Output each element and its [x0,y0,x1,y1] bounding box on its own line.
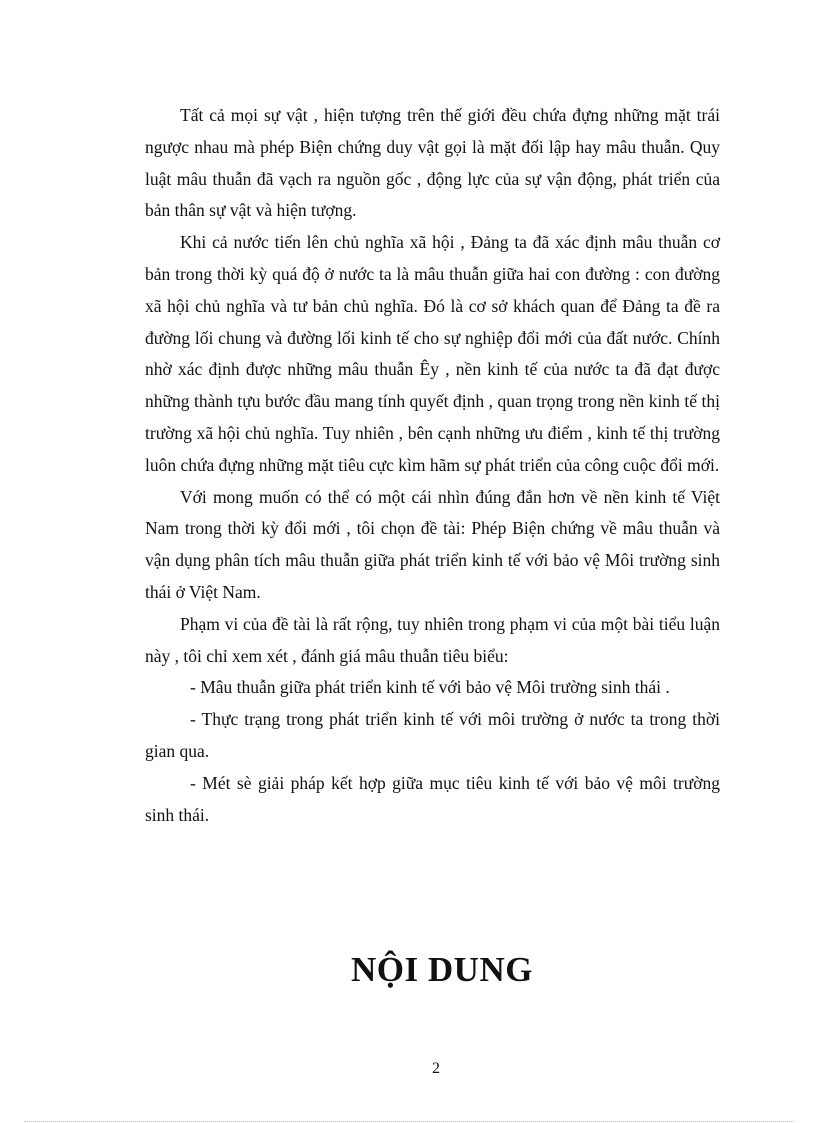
bullet-item-solutions: - Mét sè giải pháp kết hợp giữa mục tiêu kinh tế với bảo vệ môi trường sinh thái. [145,772,720,825]
paragraph-intro: Tất cả mọi sự vật , hiện tượng trên thế giới đều chứa đựng những mặt trái ngược nhau mà phép Biện chứng duy vật gọi là mặt đối lập hay mâu thuẫn. Quy luật mâu thuẫn đã vạch ra nguồn gốc , động lực của sự vận động, phát triển của bản thân sự vật và hiện tượng. [145,105,720,221]
page-number: 2 [432,1060,440,1077]
document-body [145,100,720,831]
paragraph-context: Khi cả nước tiến lên chủ nghĩa xã hội , Đảng ta đã xác định mâu thuẫn cơ bản trong thời kỳ quá độ ở nước ta là mâu thuẫn giữa hai con đường : con đường xã hội chủ nghĩa và tư bản chủ nghĩa. Đó là cơ sở khách quan để Đảng ta đề ra đường lối chung và đường lối kinh tế cho sự nghiệp đổi mới của đất nước. Chính nhờ xác định được những mâu thuẫn Êy , nền kinh tế của nước ta đã đạt được những thành tựu bước đầu mang tính quyết định , quan trọng trong nền kinh tế thị trường xã hội chủ nghĩa. Tuy nhiên , bên cạnh những ưu điểm , kinh tế thị trường luôn chứa đựng những mặt tiêu cực kìm hãm sự phát triển của công cuộc đổi mới. [145,232,720,475]
bullet-item-contradiction: - Mâu thuẫn giữa phát triển kinh tế với bảo vệ Môi trường sinh thái . [190,677,670,698]
paragraph-scope: Phạm vi của đề tài là rất rộng, tuy nhiên trong phạm vi của một bài tiểu luận này , tôi chỉ xem xét , đánh giá mâu thuẫn tiêu biểu: [145,613,720,666]
section-heading: NỘI DUNG [351,950,533,989]
paragraph-topic: Với mong muốn có thể có một cái nhìn đúng đắn hơn về nền kinh tế Việt Nam trong thời kỳ đổi mới , tôi chọn đề tài: Phép Biện chứng về mâu thuẫn và vận dụng phân tích mâu thuẫn giữa phát triển kinh tế với bảo vệ Môi trường sinh thái ở Việt Nam. [145,486,720,602]
page-divider [24,1121,794,1122]
bullet-item-current-state: - Thực trạng trong phát triển kinh tế với môi trường ở nước ta trong thời gian qua. [145,709,720,761]
